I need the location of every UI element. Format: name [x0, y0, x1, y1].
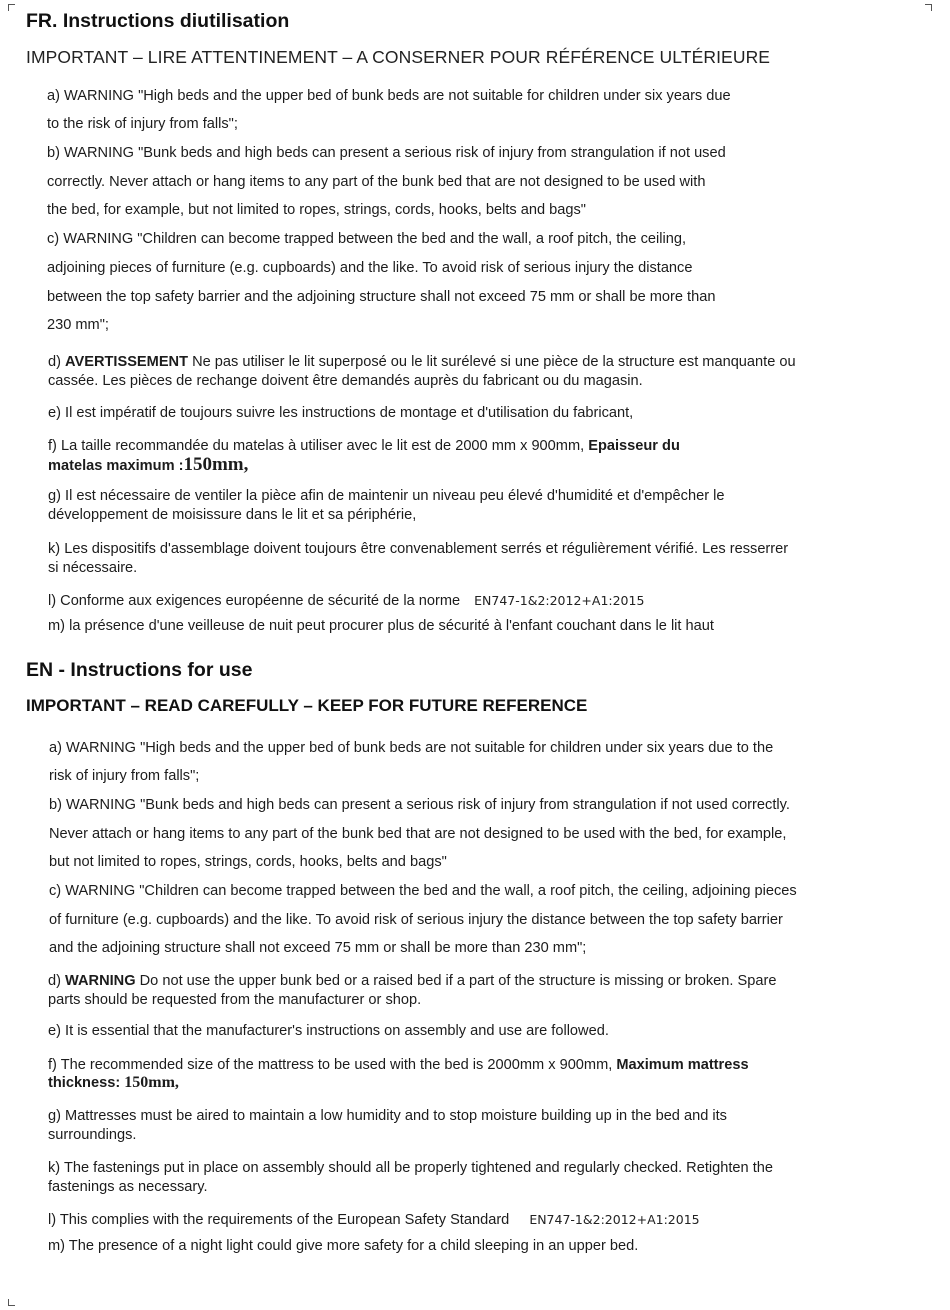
fr-item-e: e) Il est impératif de toujours suivre les instructions de montage et d'utilisation du fabricant,	[48, 405, 634, 421]
crop-mark-top-left	[8, 4, 15, 11]
fr-item-f-line-2	[48, 454, 248, 476]
french-heading-title: Instructions diutilisation	[62, 10, 290, 32]
en-item-f-value: 150mm,	[124, 1074, 179, 1091]
english-heading-title: - Instructions for use	[53, 659, 253, 681]
en-item-f-line-1	[48, 1057, 749, 1073]
fr-item-k-line-2: si nécessaire.	[48, 560, 138, 576]
fr-item-d-keyword: AVERTISSEMENT	[65, 354, 189, 370]
fr-item-g-line-2: développement de moisissure dans le lit et sa périphérie,	[48, 507, 417, 523]
en-item-b-line-2: Never attach or hang items to any part of the bunk bed that are not designed to be used with the bed, for example,	[49, 826, 787, 842]
fr-item-f-bold: Epaisseur du	[588, 438, 680, 454]
crop-mark-top-right	[925, 4, 932, 11]
en-item-c-line-1: c) WARNING "Children can become trapped between the bed and the wall, a roof pitch, the ceiling, adjoining pieces	[49, 883, 797, 899]
en-item-g-line-2: surroundings.	[48, 1127, 137, 1143]
en-item-d-keyword: WARNING	[65, 973, 136, 989]
french-language-code: FR.	[26, 10, 58, 32]
en-item-d-line-1	[48, 973, 776, 989]
english-language-code: EN	[26, 659, 54, 681]
en-item-f-label: thickness:	[48, 1075, 125, 1091]
fr-item-a-line-1: a) WARNING "High beds and the upper bed of bunk beds are not suitable for children under six years due	[47, 88, 731, 104]
fr-item-m: m) la présence d'une veilleuse de nuit peut procurer plus de sécurité à l'enfant couchant dans le lit haut	[48, 618, 714, 634]
en-item-f-text: f) The recommended size of the mattress to be used with the bed is 2000mm x 900mm,	[48, 1057, 617, 1073]
en-item-b-line-1: b) WARNING "Bunk beds and high beds can present a serious risk of injury from strangulation if not used correctly.	[49, 797, 790, 813]
fr-item-l-text: l) Conforme aux exigences européenne de sécurité de la norme	[48, 593, 461, 609]
fr-item-l-standard: EN747-1&2:2012+A1:2015	[474, 593, 645, 608]
en-item-l-text: l) This complies with the requirements of the European Safety Standard	[48, 1212, 510, 1228]
fr-item-d-prefix: d)	[48, 354, 66, 370]
fr-item-c-line-1: c) WARNING "Children can become trapped between the bed and the wall, a roof pitch, the ceiling,	[47, 231, 686, 247]
en-item-d-prefix: d)	[48, 973, 66, 989]
fr-item-l	[48, 593, 644, 609]
fr-item-c-line-4: 230 mm";	[47, 317, 109, 333]
en-item-e: e) It is essential that the manufacturer's instructions on assembly and use are followed.	[48, 1023, 609, 1039]
en-item-l	[48, 1212, 700, 1228]
fr-item-b-line-3: the bed, for example, but not limited to ropes, strings, cords, hooks, belts and bags"	[47, 202, 586, 218]
en-item-l-standard: EN747-1&2:2012+A1:2015	[529, 1212, 700, 1227]
fr-item-g-line-1: g) Il est nécessaire de ventiler la pièce afin de maintenir un niveau peu élevé d'humidité et d'empêcher le	[48, 488, 725, 504]
en-item-f-bold: Maximum mattress	[616, 1057, 749, 1073]
french-heading	[26, 10, 289, 33]
fr-item-a-line-2: to the risk of injury from falls";	[47, 116, 238, 132]
fr-item-f-value: 150mm,	[183, 454, 249, 475]
en-item-a-line-1: a) WARNING "High beds and the upper bed of bunk beds are not suitable for children under six years due to the	[49, 740, 774, 756]
english-heading	[26, 659, 252, 682]
fr-item-f-text: f) La taille recommandée du matelas à utiliser avec le lit est de 2000 mm x 900mm,	[48, 438, 589, 454]
crop-mark-bottom-left	[8, 1299, 15, 1306]
en-item-b-line-3: but not limited to ropes, strings, cords, hooks, belts and bags"	[49, 854, 447, 870]
en-item-a-line-2: risk of injury from falls";	[49, 768, 200, 784]
french-subheading: IMPORTANT – LIRE ATTENTINEMENT – A CONSERNER POUR RÉFÉRENCE ULTÉRIEURE	[26, 47, 771, 67]
fr-item-d-text: Ne pas utiliser le lit superposé ou le lit surélevé si une pièce de la structure est manquante ou	[188, 354, 796, 370]
fr-item-b-line-1: b) WARNING "Bunk beds and high beds can present a serious risk of injury from strangulation if not used	[47, 145, 726, 161]
fr-item-c-line-3: between the top safety barrier and the adjoining structure shall not exceed 75 mm or shall be more than	[47, 289, 716, 305]
fr-item-c-line-2: adjoining pieces of furniture (e.g. cupboards) and the like. To avoid risk of serious injury the distance	[47, 260, 693, 276]
fr-item-f-label: matelas maximum :	[48, 458, 184, 474]
en-item-d-text: Do not use the upper bunk bed or a raised bed if a part of the structure is missing or broken. Spare	[135, 973, 777, 989]
fr-item-d-line-2: cassée. Les pièces de rechange doivent être demandés auprès du fabricant ou du magasin.	[48, 373, 643, 389]
en-item-c-line-3: and the adjoining structure shall not exceed 75 mm or shall be more than 230 mm";	[49, 940, 587, 956]
fr-item-d-line-1	[48, 354, 796, 370]
en-item-f-line-2	[48, 1074, 179, 1092]
en-item-d-line-2: parts should be requested from the manufacturer or shop.	[48, 992, 422, 1008]
fr-item-b-line-2: correctly. Never attach or hang items to any part of the bunk bed that are not designed to be used with	[47, 174, 706, 190]
en-item-c-line-2: of furniture (e.g. cupboards) and the like. To avoid risk of serious injury the distance between the top safety barrier	[49, 912, 783, 928]
fr-item-k-line-1: k) Les dispositifs d'assemblage doivent toujours être convenablement serrés et régulièrement vérifié. Les resserrer	[48, 541, 789, 557]
en-item-m: m) The presence of a night light could give more safety for a child sleeping in an upper bed.	[48, 1238, 639, 1254]
en-item-k-line-2: fastenings as necessary.	[48, 1179, 208, 1195]
en-item-k-line-1: k) The fastenings put in place on assembly should all be properly tightened and regularly checked. Retighten the	[48, 1160, 773, 1176]
fr-item-f-line-1	[48, 438, 680, 454]
english-subheading: IMPORTANT – READ CAREFULLY – KEEP FOR FUTURE REFERENCE	[26, 696, 588, 715]
en-item-g-line-1: g) Mattresses must be aired to maintain a low humidity and to stop moisture building up in the bed and its	[48, 1108, 727, 1124]
